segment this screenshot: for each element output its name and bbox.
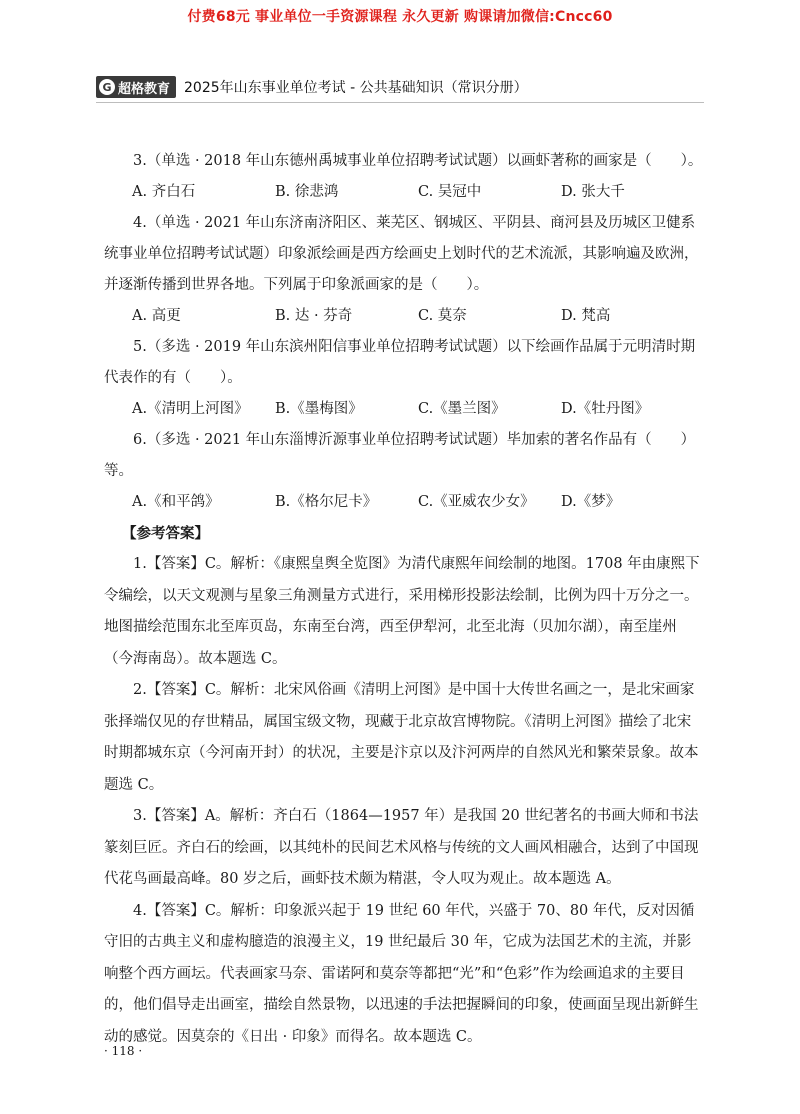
- question-3-options: [104, 177, 704, 208]
- page-header: [96, 74, 704, 100]
- option-a: A. 齐白石: [132, 184, 196, 200]
- option-b: B. 徐悲鸿: [275, 184, 339, 200]
- option-d: D. 张大千: [561, 184, 625, 200]
- answer-3: 3.【答案】A。解析：齐白石（1864—1957 年）是我国 20 世纪著名的书画大师和书法篆刻巨匠。齐白石的绘画，以其纯朴的民间艺术风格与传统的文人画风相融合，达到了中国现代花鸟画最高峰。80 岁之后，画虾技术颇为精湛，令人叹为观止。故本题选 A。: [104, 808, 699, 887]
- option-c: C.《墨兰图》: [418, 401, 506, 417]
- logo-text: 超格教育: [118, 81, 171, 97]
- option-a: A.《和平鸽》: [132, 494, 220, 510]
- header-divider: [96, 102, 704, 103]
- main-content: [104, 146, 704, 1053]
- question-5: 5.（多选 · 2019 年山东滨州阳信事业单位招聘考试试题）以下绘画作品属于元明清时期代表作的有（ ）。: [104, 339, 696, 386]
- option-a: A. 高更: [132, 308, 181, 324]
- option-a: A.《清明上河图》: [132, 401, 249, 417]
- question-3: 3.（单选 · 2018 年山东德州禹城事业单位招聘考试试题）以画虾著称的画家是（ ）。: [133, 153, 703, 169]
- option-b: B.《墨梅图》: [275, 401, 363, 417]
- page-number: · 118 ·: [104, 1044, 143, 1058]
- question-6-options: [104, 487, 704, 518]
- answer-1: 1.【答案】C。解析：《康熙皇舆全览图》为清代康熙年间绘制的地图。1708 年由康熙下令编绘，以天文观测与星象三角测量方式进行，采用梯形投影法绘制，比例为四十万分之一。地图描绘范围东北至库页岛，东南至台湾，西至伊犁河，北至北海（贝加尔湖），南至崖州（今海南岛）。故本题选 C。: [104, 556, 700, 667]
- question-4: 4.（单选 · 2021 年山东济南济阳区、莱芜区、钢城区、平阴县、商河县及历城区卫健系统事业单位招聘考试试题）印象派绘画是西方绘画史上划时代的艺术流派，其影响遍及欧洲，并逐渐传播到世界各地。下列属于印象派画家的是（ ）。: [104, 215, 699, 293]
- option-b: B.《格尔尼卡》: [275, 494, 378, 510]
- option-c: C.《亚威农少女》: [418, 494, 535, 510]
- option-d: D. 梵高: [561, 308, 611, 324]
- option-c: C. 吴冠中: [418, 184, 482, 200]
- book-title: 2025年山东事业单位考试 - 公共基础知识（常识分册）: [184, 80, 528, 96]
- publisher-logo: [96, 76, 176, 98]
- option-c: C. 莫奈: [418, 308, 467, 324]
- question-5-options: [104, 394, 704, 425]
- watermark-banner: 付费68元 事业单位一手资源课程 永久更新 购课请加微信:Cncc60: [187, 9, 613, 25]
- answer-4: 4.【答案】C。解析：印象派兴起于 19 世纪 60 年代，兴盛于 70、80 年代，反对因循守旧的古典主义和虚构臆造的浪漫主义，19 世纪最后 30 年，它成为法国艺术的主流，并影响整个西方画坛。代表画家马奈、雷诺阿和莫奈等都把“光”和“色彩”作为绘画追求的主要目的，他们倡导走出画室，描绘自然景物，以迅速的手法把握瞬间的印象，使画面呈现出新鲜生动的感觉。因莫奈的《日出 · 印象》而得名。故本题选 C。: [104, 902, 699, 1045]
- answer-2: 2.【答案】C。解析：北宋风俗画《清明上河图》是中国十大传世名画之一，是北宋画家张择端仅见的存世精品，属国宝级文物，现藏于北京故宫博物院。《清明上河图》描绘了北宋时期都城东京（今河南开封）的状况，主要是汴京以及汴河两岸的自然风光和繁荣景象。故本题选 C。: [104, 682, 699, 793]
- question-6: 6.（多选 · 2021 年山东淄博沂源事业单位招聘考试试题）毕加索的著名作品有（ ）等。: [104, 432, 696, 479]
- answers-heading: 【参考答案】: [122, 525, 209, 542]
- option-d: D.《梦》: [561, 494, 621, 510]
- option-d: D.《牡丹图》: [561, 401, 650, 417]
- question-4-options: [104, 301, 704, 332]
- logo-mark-icon: G: [99, 79, 115, 95]
- option-b: B. 达 · 芬奇: [275, 308, 353, 324]
